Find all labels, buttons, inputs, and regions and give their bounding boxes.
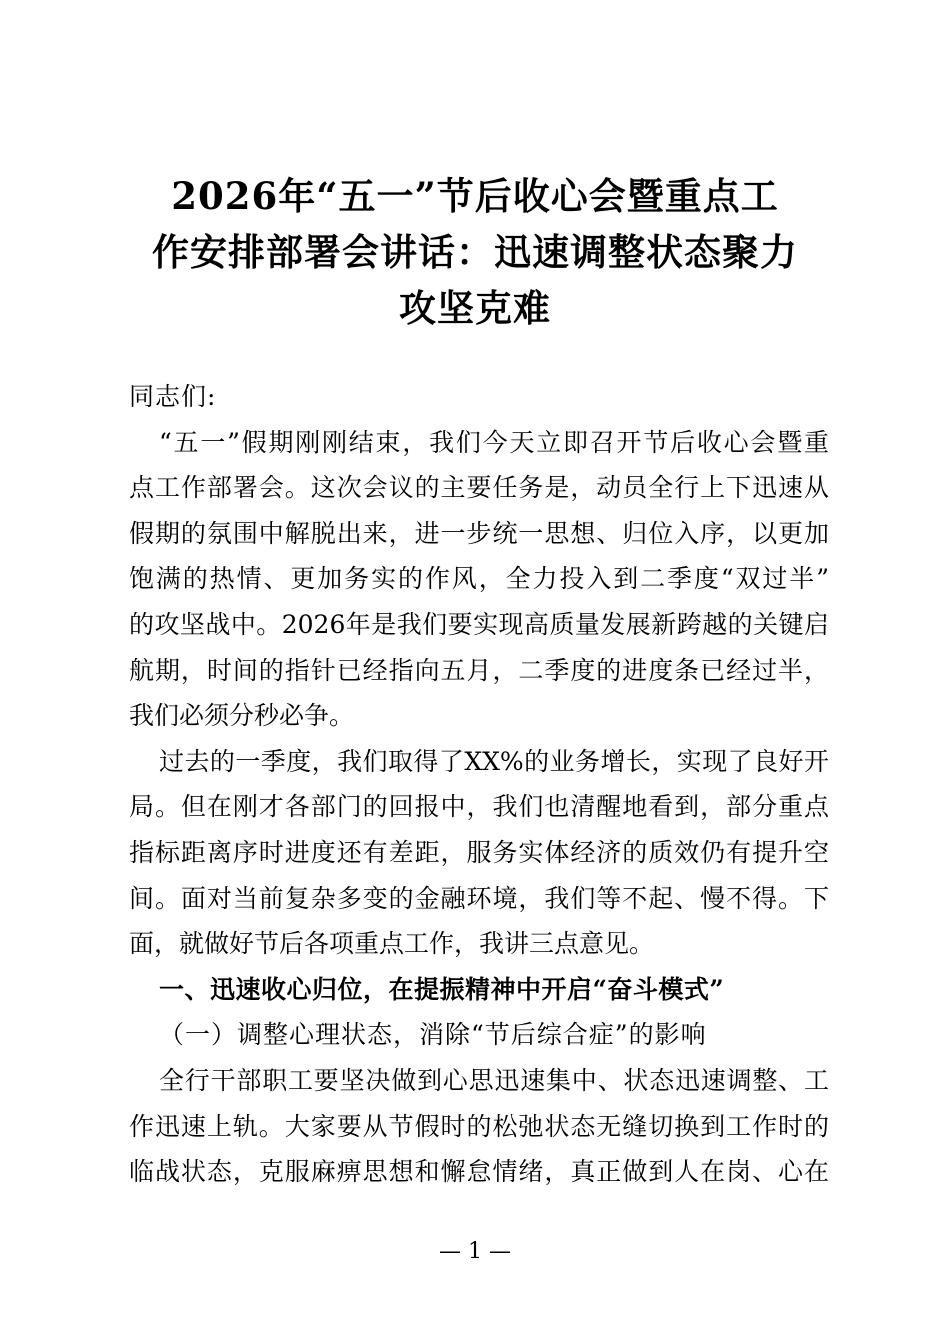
paragraph-line: 过去的一季度，我们取得了XX%的业务增长，实现了良好开 — [159, 746, 829, 776]
paragraph-line: 假期的氛围中解脱出来，进一步统一思想、归位入序，以更加 — [129, 518, 829, 548]
title-line: 2026年“五一”节后收心会暨重点工 — [171, 174, 779, 218]
paragraph-line: 指标距离序时进度还有差距，服务实体经济的质效仍有提升空 — [129, 837, 829, 867]
paragraph-line: 的攻坚战中。2026年是我们要实现高质量发展新跨越的关键启 — [129, 609, 829, 639]
paragraph-line: 间。面对当前复杂多变的金融环境，我们等不起、慢不得。下 — [129, 883, 829, 913]
page-number: — 1 — — [439, 1239, 511, 1264]
paragraph-line: 面，就做好节后各项重点工作，我讲三点意见。 — [129, 929, 655, 959]
paragraph-line: 局。但在刚才各部门的回报中，我们也清醒地看到，部分重点 — [129, 792, 829, 822]
greeting: 同志们: — [129, 382, 217, 411]
paragraph-line: 作迅速上轨。大家要从节假时的松弛状态无缝切换到工作时的 — [129, 1111, 829, 1141]
document-body — [129, 374, 829, 1195]
paragraph-line: “五一”假期刚刚结束，我们今天立即召开节后收心会暨重 — [159, 427, 829, 457]
document-title — [118, 168, 832, 336]
paragraph-line: 航期，时间的指针已经指向五月，二季度的进度条已经过半， — [129, 655, 829, 685]
paragraph-line: 我们必须分秒必争。 — [129, 701, 355, 731]
paragraph-line: 饱满的热情、更加务实的作风，全力投入到二季度“双过半” — [129, 564, 829, 594]
title-line: 作安排部署会讲话：迅速调整状态聚力 — [152, 230, 798, 274]
paragraph-line: 点工作部署会。这次会议的主要任务是，动员全行上下迅速从 — [129, 473, 829, 503]
title-line: 攻坚克难 — [399, 286, 551, 330]
section-heading: 一、迅速收心归位，在提振精神中开启“奋斗模式” — [159, 974, 725, 1004]
subsection-heading: （一）调整心理状态，消除“节后综合症”的影响 — [159, 1020, 707, 1050]
paragraph-line: 全行干部职工要坚决做到心思迅速集中、状态迅速调整、工 — [159, 1065, 829, 1095]
paragraph-line: 临战状态，克服麻痹思想和懈怠情绪，真正做到人在岗、心在 — [129, 1157, 829, 1187]
